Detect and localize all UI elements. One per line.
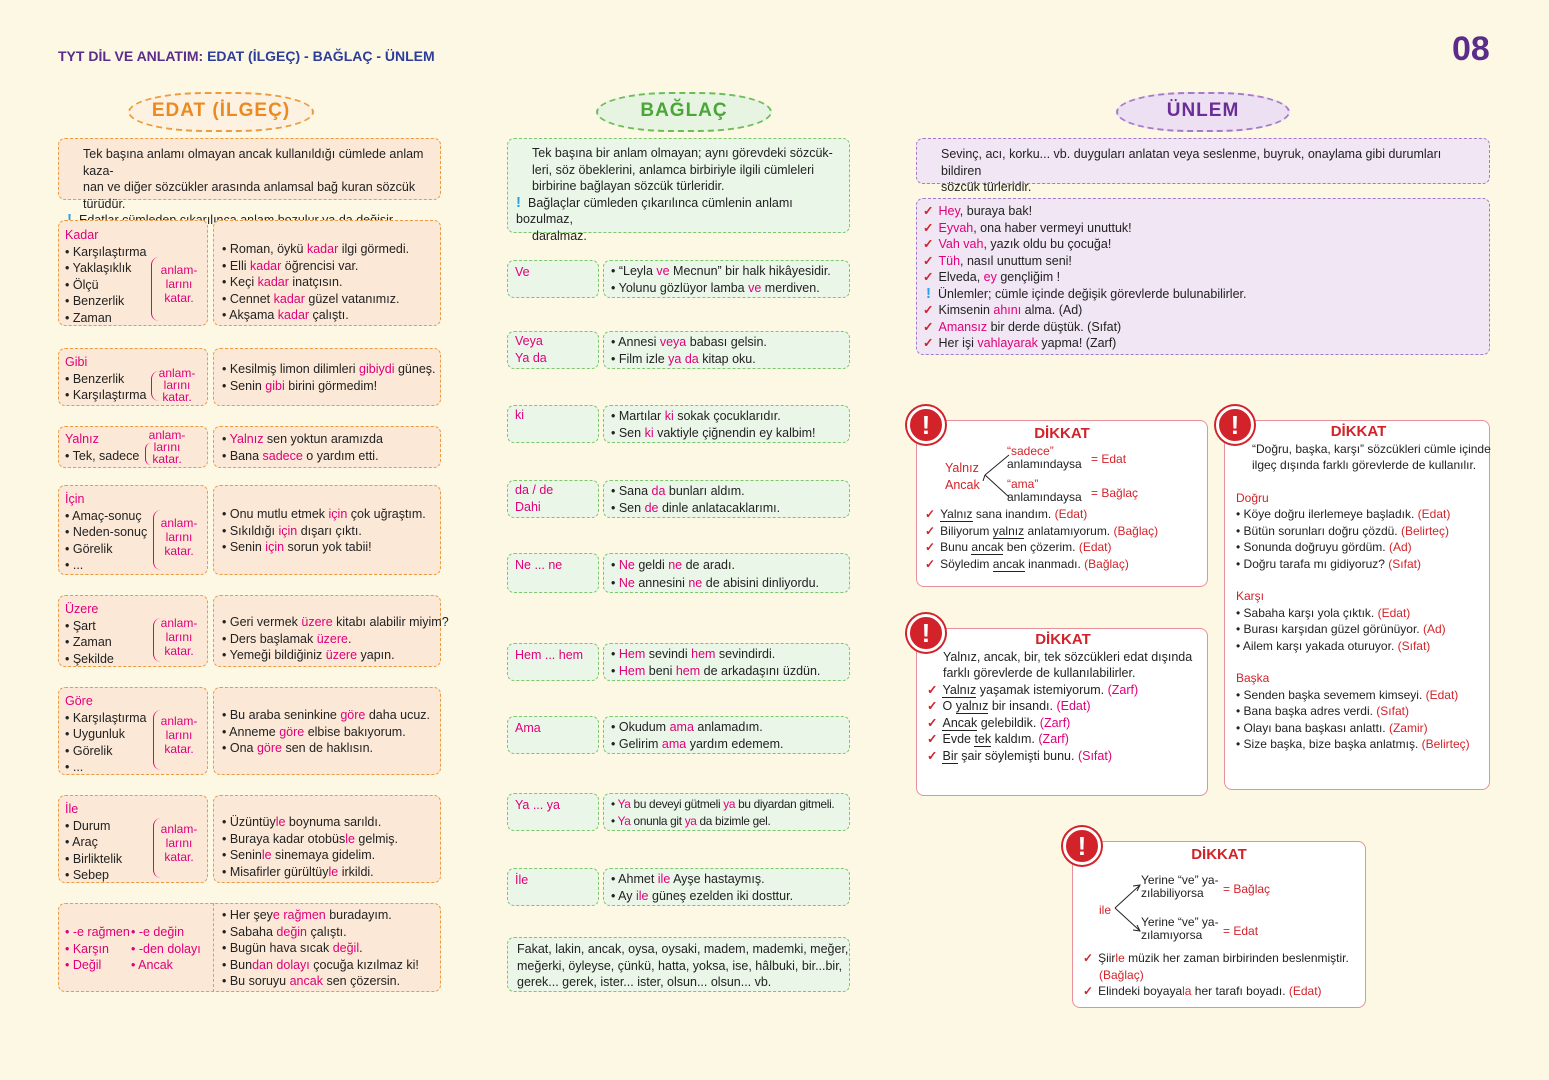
ile-baglac-label: İle (507, 868, 599, 906)
unlem-definition: Sevinç, acı, korku... vb. duyguları anlatan veya seslenme, buyruk, onaylama gibi durumları bildiren sözcük türleridir. (916, 138, 1490, 184)
uzere-box: Üzere • Şart • Zaman • Şekilde anlam- larını katar. (58, 595, 208, 667)
misc-edat-box: • -e rağmen • Karşın • Değil • -e değin • -den dolayı • Ancak (58, 903, 441, 992)
unlem-examples: ✓ Hey, buraya bak! ✓ Eyvah, ona haber vermeyi unuttuk! ✓ Vah vah, yazık oldu bu çocuğa! ✓ Tüh, nasıl unuttum seni! ✓ Elveda, ey gençliğim ! ! Ünlemler; cümle içinde değişik görevlerde bulunabilirler. ✓ Kimsenin ahını alma. (Ad) ✓ Amansız bir derde düştük. (Sıfat) ✓ Her işi vahlayarak yapma! (Zarf) (916, 198, 1490, 355)
hemhem-label: Hem ... hem (507, 643, 599, 681)
dikkat-box-3: DİKKAT “Doğru, başka, karşı” sözcükleri cümle içinde ilgeç dışında farklı görevlerde de kullanılır. Doğru • Köye doğru ilerlemeye başladık. (Edat) • Bütün sorunları doğru çözdü. (Belirteç) • Sonunda doğruyu gördüm. (Ad) • Doğru tarafa mı gidiyoruz? (Sıfat) Karşı • Sabaha karşı yola çıktık. (Edat) • Burası karşıdan güzel görünüyor. (Ad) • Ailem karşı yakada oturuyor. (Sıfat) Başka • Senden başka sevemem kimseyi. (Edat) • Bana başka adres verdi. (Sıfat) • Olayı bana başkası anlattı. (Zamir) • Size başka, bize başka anlatmış. (Belirteç) (1224, 420, 1490, 790)
edat-title: EDAT (İLGEÇ) (128, 92, 314, 132)
dikkat-box-1: DİKKAT Yalnız Ancak “sadece” anlamındaysa = Edat “ama” anlamındaysa = Bağlaç ✓ Yalnız sana inandım. (Edat) ✓ Biliyorum yalnız anlatamıyorum. (Bağlaç) ✓ Bunu ancak ben çözerim. (Edat) ✓ Söyledim ancak inanmadı. (Bağlaç) (916, 420, 1208, 587)
uzere-examples: • Geri vermek üzere kitabı alabilir miyim? • Ders başlamak üzere. • Yemeği bildiğiniz üzere yapın. (213, 595, 441, 667)
yalniz-examples: • Yalnız sen yoktun aramızda • Bana sadece o yardım etti. (213, 426, 441, 468)
dikkat-box-2: DİKKAT Yalnız, ancak, bir, tek sözcükleri edat dışında farklı görevlerde de kullanılabilirler. ✓ Yalnız yaşamak istemiyorum. (Zarf) ✓ O yalnız bir insandı. (Edat) ✓ Ancak gelebildik. (Zarf) ✓ Evde tek kaldım. (Zarf) ✓ Bir şair söylemişti bunu. (Sıfat) (916, 628, 1208, 796)
yaya-label: Ya ... ya (507, 793, 599, 831)
baglac-title: BAĞLAÇ (596, 92, 772, 132)
veya-label: Veya Ya da (507, 331, 599, 369)
edat-definition: Tek başına anlamı olmayan ancak kullanıldığı cümlede anlam kaza- nan ve diğer sözcükler arasında anlamsal bağ kuran sözcük türüdür. ! çıkarılınca (58, 138, 441, 200)
nene-examples: • Ne geldi ne de aradı. • Ne annesini ne de abisini dinliyordu. (603, 553, 850, 593)
gore-box: Göre • Karşılaştırma • Uygunluk • Görelik • ... anlam- larını katar. (58, 687, 208, 775)
alarm-icon: ! (1216, 406, 1254, 444)
hemhem-examples: • Hem sevindi hem sevindirdi. • Hem beni hem de arkadaşını üzdün. (603, 643, 850, 681)
page-header: TYT DİL VE ANLATIM: EDAT (İLGEÇ) - BAĞLAÇ - ÜNLEM (58, 48, 435, 64)
baglac-definition: Tek başına bir anlam olmayan; aynı görevdeki sözcük- leri, söz öbeklerini, anlamca birbiriyle ilgili cümleleri birbirine bağlayan sözcük türleridir. ! Bağlaçlar cümleden çıkarılınca cümlenin anlamı bozulmaz, daralmaz. (507, 138, 850, 233)
alarm-icon: ! (907, 614, 945, 652)
dikkat-box-4: DİKKAT ile Yerine “ve” ya- zılabiliyorsa = Bağlaç Yerine “ve” ya- zılamıyorsa = Edat ✓ Şiirle müzik her zaman birbirinden beslenmiştir. (Bağlaç) ✓ Elindeki boyayala her tarafı boyadı. (Edat) (1072, 841, 1366, 1008)
ama-examples: • Okudum ama anlamadım. • Gelirim ama yardım edemem. (603, 716, 850, 754)
yalniz-box: Yalnız • Tek, sadece anlam- larını katar. (58, 426, 208, 468)
gibi-box: Gibi • Benzerlik • Karşılaştırma anlam- larını katar. (58, 348, 208, 406)
dade-examples: • Sana da bunları aldım. • Sen de dinle anlatacaklarımı. (603, 480, 850, 518)
icin-examples: • Onu mutlu etmek için çok uğraştım. • Sıkıldığı için dışarı çıktı. • Senin için sorun yok tabii! (213, 485, 441, 575)
gibi-examples: • Kesilmiş limon dilimleri gibiydi güneş. • Senin gibi birini görmedim! (213, 348, 441, 406)
alarm-icon: ! (1063, 827, 1101, 865)
veya-examples: • Annesi veya babası gelsin. • Film izle ya da kitap oku. (603, 331, 850, 369)
dade-label: da / de Dahi (507, 480, 599, 518)
ve-examples: • “Leyla ve Mecnun” bir halk hikâyesidir. • Yolunu gözlüyor lamba ve merdiven. (603, 260, 850, 298)
ve-label: Ve (507, 260, 599, 298)
alarm-icon: ! (907, 406, 945, 444)
page-number: 08 (1452, 30, 1490, 68)
yaya-examples: • Ya bu deveyi gütmeli ya bu diyardan gitmeli. • Ya onunla git ya da bizimle gel. (603, 793, 850, 831)
kadar-box: Kadar • Karşılaştırma • Yaklaşıklık • Ölçü • Benzerlik • Zaman anlam- larını katar. (58, 220, 208, 326)
ki-label: ki (507, 405, 599, 443)
baglac-list: Fakat, lakin, ancak, oysa, oysaki, madem, mademki, meğer, meğerki, öyleyse, çünkü, hatta, yoksa, ise, hâlbuki, bir...bir, gerek... gerek, ister... ister, olsun... olsun... vb. (507, 937, 850, 992)
unlem-title: ÜNLEM (1116, 92, 1290, 132)
ama-label: Ama (507, 716, 599, 754)
branch-lines (1113, 880, 1143, 936)
ile-examples: • Üzüntüyle boynuma sarıldı. • Buraya kadar otobüsle gelmiş. • Seninle sinemaya gidelim. • Misafirler gürültüyle irkildi. (213, 795, 441, 883)
ile-baglac-examples: • Ahmet ile Ayşe hastaymış. • Ay ile güneş ezelden iki dosttur. (603, 868, 850, 906)
gore-examples: • Bu araba seninkine göre daha ucuz. • Anneme göre elbise bakıyorum. • Ona göre sen de haklısın. (213, 687, 441, 775)
nene-label: Ne ... ne (507, 553, 599, 593)
kadar-examples: • Roman, öykü kadar ilgi görmedi. • Elli kadar öğrencisi var. • Keçi kadar inatçısın. • Cennet kadar güzel vatanımız. • Akşama kadar çalıştı. (213, 220, 441, 326)
icin-box: İçin • Amaç-sonuç • Neden-sonuç • Görelik • ... anlam- larını katar. (58, 485, 208, 575)
ile-box: İle • Durum • Araç • Birliktelik • Sebep anlam- larını katar. (58, 795, 208, 883)
ki-examples: • Martılar ki sokak çocuklarıdır. • Sen ki vaktiyle çiğnendin ey kalbim! (603, 405, 850, 443)
misc-edat-examples: • Her şeye rağmen buradayım. • Sabaha değin çalıştı. • Bugün hava sıcak değil. • Bundan dolayı çocuğa kızılmaz ki! • Bu soruyu ancak sen çözersin. (213, 903, 441, 992)
